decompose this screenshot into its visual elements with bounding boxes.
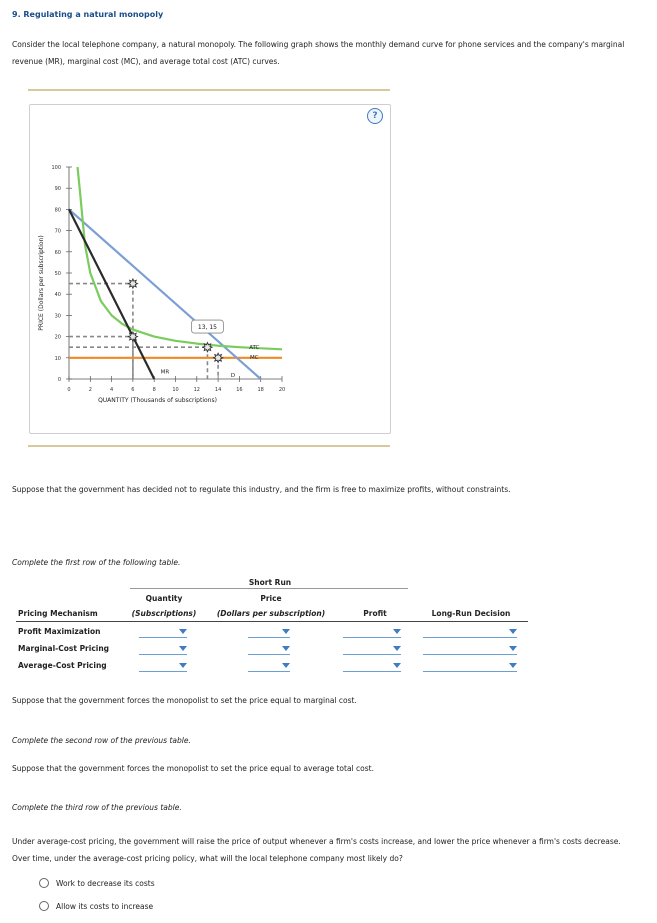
question-text: Under average-cost pricing, the government will raise the price of output whenever a firm's costs increase, and lower the price whenever a firm's costs decrease. Over time, under the average-cost pricing policy, what will the local telephone company most likely do? <box>12 837 621 863</box>
x-tick-label: 2 <box>88 387 92 393</box>
x-tick-label: 16 <box>236 387 243 393</box>
y-tick-label: 90 <box>54 186 61 193</box>
x-tick-label: 20 <box>278 387 286 393</box>
chevron-down-icon <box>509 663 517 668</box>
help-icon[interactable]: ? <box>367 108 383 124</box>
point-marker[interactable] <box>128 279 137 288</box>
chevron-down-icon <box>282 663 290 668</box>
y-tick-label: 70 <box>54 228 61 235</box>
chart <box>29 104 389 432</box>
y-tick-label: 60 <box>54 249 61 256</box>
price-subheader: (Dollars per subscription) <box>216 609 326 618</box>
bottom-divider <box>28 445 390 447</box>
decision-dropdown-row2[interactable] <box>423 645 517 655</box>
profit-dropdown-row2[interactable] <box>343 645 401 655</box>
short-run-header: Short Run <box>248 578 292 587</box>
row-profit-maximization: Profit Maximization <box>18 627 101 636</box>
chevron-down-icon <box>282 646 290 651</box>
quantity-subheader: (Subscriptions) <box>131 609 197 618</box>
quantity-dropdown-row2[interactable] <box>139 645 187 655</box>
price-header: Price <box>260 594 282 603</box>
option-increase-costs[interactable] <box>39 901 153 911</box>
page-title: 9. Regulating a natural monopoly <box>12 10 164 19</box>
x-tick-label: 0 <box>67 387 71 393</box>
chevron-down-icon <box>509 646 517 651</box>
atc-label: ATC <box>249 344 260 351</box>
curve-mr <box>69 209 154 379</box>
chevron-down-icon <box>179 629 187 634</box>
price-dropdown-row2[interactable] <box>248 645 290 655</box>
chevron-down-icon <box>179 646 187 651</box>
chevron-down-icon <box>393 646 401 651</box>
decision-header: Long-Run Decision <box>431 609 511 618</box>
curve-atc <box>78 167 282 349</box>
option-decrease-costs[interactable] <box>39 878 155 888</box>
y-tick-label: 10 <box>54 355 61 362</box>
intro-text: Consider the local telephone company, a natural monopoly. The following graph shows the monthly demand curve for phone services and the company's marginal revenue (MR), marginal cost (MC), and average total cost (ATC) curves. <box>12 40 625 66</box>
option-label: Allow its costs to increase <box>56 901 154 911</box>
radio-button[interactable] <box>39 901 49 911</box>
top-divider <box>28 89 390 91</box>
mr-label: MR <box>160 369 170 376</box>
row-marginal-cost-pricing: Marginal-Cost Pricing <box>18 644 110 653</box>
mechanism-header: Pricing Mechanism <box>18 609 98 618</box>
y-tick-label: 80 <box>54 207 61 214</box>
scenario-text-2: Suppose that the government forces the monopolist to set the price equal to marginal cost. <box>12 696 357 705</box>
instruction-3: Complete the third row of the previous table. <box>12 803 182 812</box>
row-average-cost-pricing: Average-Cost Pricing <box>18 661 107 670</box>
scenario-text-3: Suppose that the government forces the monopolist to set the price equal to average total cost. <box>12 764 374 773</box>
profit-header: Profit <box>363 609 387 618</box>
x-tick-label: 6 <box>131 387 135 393</box>
quantity-dropdown-row3[interactable] <box>139 662 187 672</box>
x-tick-label: 4 <box>110 387 114 393</box>
quantity-dropdown-row1[interactable] <box>139 628 187 638</box>
radio-button[interactable] <box>39 878 49 888</box>
point-marker[interactable] <box>203 343 212 352</box>
option-label: Work to decrease its costs <box>56 878 155 888</box>
chevron-down-icon <box>393 663 401 668</box>
chevron-down-icon <box>393 629 401 634</box>
chevron-down-icon <box>509 629 517 634</box>
y-axis-label: PRICE (Dollars per subscription) <box>38 235 45 331</box>
y-tick-label: 50 <box>54 271 61 277</box>
quantity-header: Quantity <box>145 594 183 603</box>
x-tick-label: 14 <box>214 387 222 393</box>
x-tick-label: 12 <box>193 387 200 393</box>
table-header-rule <box>16 621 528 622</box>
point-marker[interactable] <box>214 353 223 362</box>
x-tick-label: 10 <box>172 387 179 393</box>
decision-dropdown-row3[interactable] <box>423 662 517 672</box>
tooltip-text: 13, 15 <box>197 324 217 332</box>
profit-dropdown-row1[interactable] <box>343 628 401 638</box>
y-tick-label: 20 <box>54 334 61 341</box>
y-tick-label: 0 <box>57 377 61 383</box>
chevron-down-icon <box>282 629 290 634</box>
y-tick-label: 100 <box>51 165 61 171</box>
price-dropdown-row3[interactable] <box>248 662 290 672</box>
point-marker[interactable] <box>128 332 137 341</box>
demand-label: D <box>230 372 236 379</box>
price-dropdown-row1[interactable] <box>248 628 290 638</box>
x-tick-label: 8 <box>152 387 156 393</box>
y-tick-label: 30 <box>54 313 61 320</box>
short-run-header-rule <box>130 588 408 589</box>
profit-dropdown-row3[interactable] <box>343 662 401 672</box>
mc-label: MC <box>250 355 259 362</box>
scenario-text-1: Suppose that the government has decided not to regulate this industry, and the firm is free to maximize profits, without constraints. <box>12 485 511 494</box>
instruction-2: Complete the second row of the previous table. <box>12 736 191 745</box>
instruction-1: Complete the first row of the following table. <box>12 558 181 567</box>
decision-dropdown-row1[interactable] <box>423 628 517 638</box>
chevron-down-icon <box>179 663 187 668</box>
x-tick-label: 18 <box>257 387 264 393</box>
y-tick-label: 40 <box>54 292 61 299</box>
x-axis-label: QUANTITY (Thousands of subscriptions) <box>98 397 217 404</box>
